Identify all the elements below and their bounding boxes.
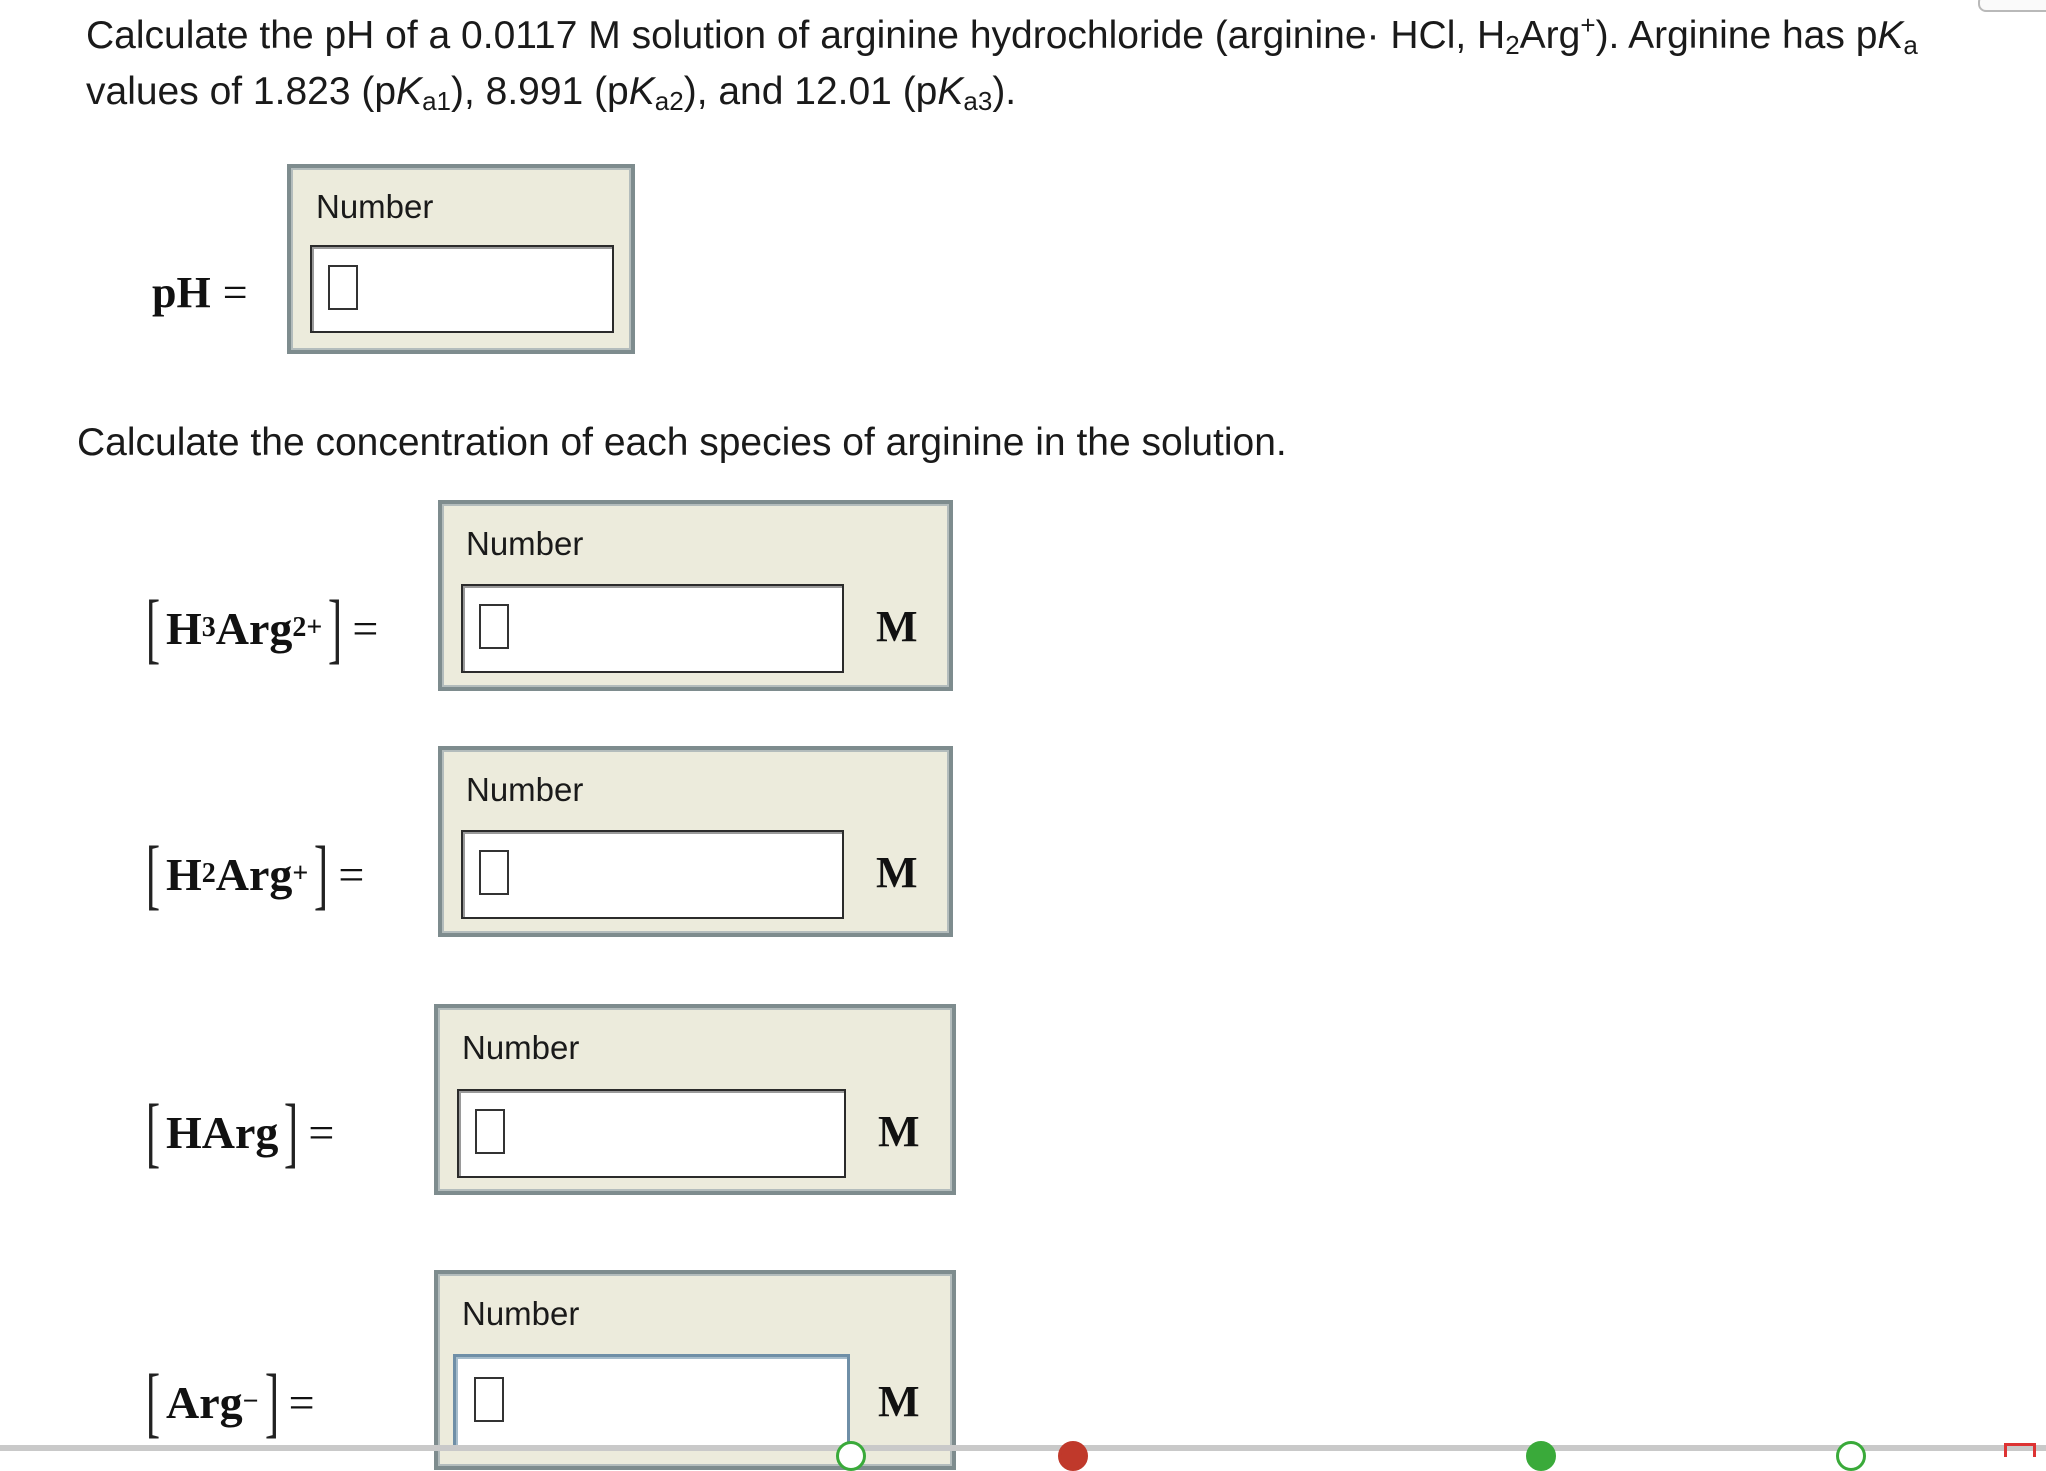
ph-answer-box <box>287 164 635 354</box>
question-text <box>86 8 2036 120</box>
pka3-subscript: a3 <box>963 86 993 116</box>
number-label: Number <box>462 1029 580 1066</box>
arg-input[interactable] <box>453 1354 850 1450</box>
harg-input[interactable] <box>457 1089 846 1178</box>
ph-label-text: pH <box>152 267 211 317</box>
h2arg-label: [ H 2 Arg + ] = <box>145 830 365 917</box>
harg-label <box>140 1088 335 1175</box>
species-intro-text: Calculate the concentration of each species of arginine in the solution. <box>77 421 1287 464</box>
k-symbol: K <box>937 70 964 113</box>
pka2-subscript: a2 <box>654 86 684 116</box>
text-cursor <box>474 1377 504 1422</box>
equals-sign: = <box>222 267 248 317</box>
harg-answer-box <box>434 1004 956 1195</box>
text-cursor <box>475 1109 505 1154</box>
k-symbol: K <box>396 70 423 113</box>
formula-subscript: 2 <box>1505 30 1520 60</box>
equals-sign: = <box>352 602 379 654</box>
left-bracket: [ <box>145 584 161 671</box>
unit-molar: M <box>876 848 918 897</box>
number-label: Number <box>462 1295 580 1332</box>
equals-sign: = <box>288 1376 315 1428</box>
equals-sign: = <box>338 848 365 900</box>
arg-answer-box <box>434 1270 956 1470</box>
bottom-divider <box>0 1445 2046 1451</box>
left-bracket: [ <box>145 830 161 917</box>
unit-molar: M <box>876 602 918 651</box>
h3arg-input[interactable] <box>461 584 844 673</box>
question-after-formula: ). Arginine has p <box>1595 14 1878 57</box>
status-icon <box>1526 1441 1556 1471</box>
corner-tab <box>1978 0 2046 12</box>
h2arg-input[interactable] <box>461 830 844 919</box>
question-lead: Calculate the pH of a 0.0117 M solution of arginine hydrochloride (arginine· HCl, H <box>86 14 1506 57</box>
number-label: Number <box>466 525 584 562</box>
h3arg-label: [ H 3 Arg 2+ ] = <box>145 584 379 671</box>
text-cursor <box>479 850 509 895</box>
ph-input[interactable] <box>310 245 614 333</box>
text-cursor <box>328 265 358 310</box>
question-close: ). <box>992 70 1017 113</box>
species-name: Arg <box>215 848 293 900</box>
question-pka2-text: ), 8.991 (p <box>450 70 629 113</box>
question-line2-start: values of 1.823 (p <box>86 70 397 113</box>
arg-label: [ Arg − ] = <box>145 1358 315 1445</box>
right-bracket: ] <box>284 1088 299 1175</box>
species-name: HArg <box>165 1106 279 1158</box>
status-icon <box>836 1441 866 1471</box>
pka1-subscript: a1 <box>422 86 451 116</box>
formula-superscript: + <box>1580 10 1596 40</box>
h2arg-answer-box <box>438 746 953 937</box>
equals-sign: = <box>308 1106 335 1158</box>
species-name: H <box>165 602 202 654</box>
left-bracket: [ <box>145 1088 161 1175</box>
question-pka3-text: ), and 12.01 (p <box>683 70 938 113</box>
species-name: Arg <box>215 602 293 654</box>
flag-icon <box>2004 1443 2036 1457</box>
status-icon <box>1058 1441 1088 1471</box>
unit-molar: M <box>878 1107 920 1156</box>
species-name: H <box>165 848 202 900</box>
number-label: Number <box>466 771 584 808</box>
right-bracket: ] <box>328 584 343 671</box>
left-bracket: [ <box>145 1358 161 1445</box>
ph-label <box>152 262 248 322</box>
number-label: Number <box>316 188 434 225</box>
h3arg-answer-box <box>438 500 953 691</box>
pka-subscript: a <box>1903 30 1918 60</box>
k-symbol: K <box>628 70 655 113</box>
unit-molar: M <box>878 1377 920 1426</box>
text-cursor <box>479 604 509 649</box>
right-bracket: ] <box>314 830 329 917</box>
right-bracket: ] <box>264 1358 279 1445</box>
species-name: Arg <box>165 1376 243 1428</box>
status-icon <box>1836 1441 1866 1471</box>
formula-main: Arg <box>1519 14 1581 57</box>
k-symbol: K <box>1877 14 1904 57</box>
